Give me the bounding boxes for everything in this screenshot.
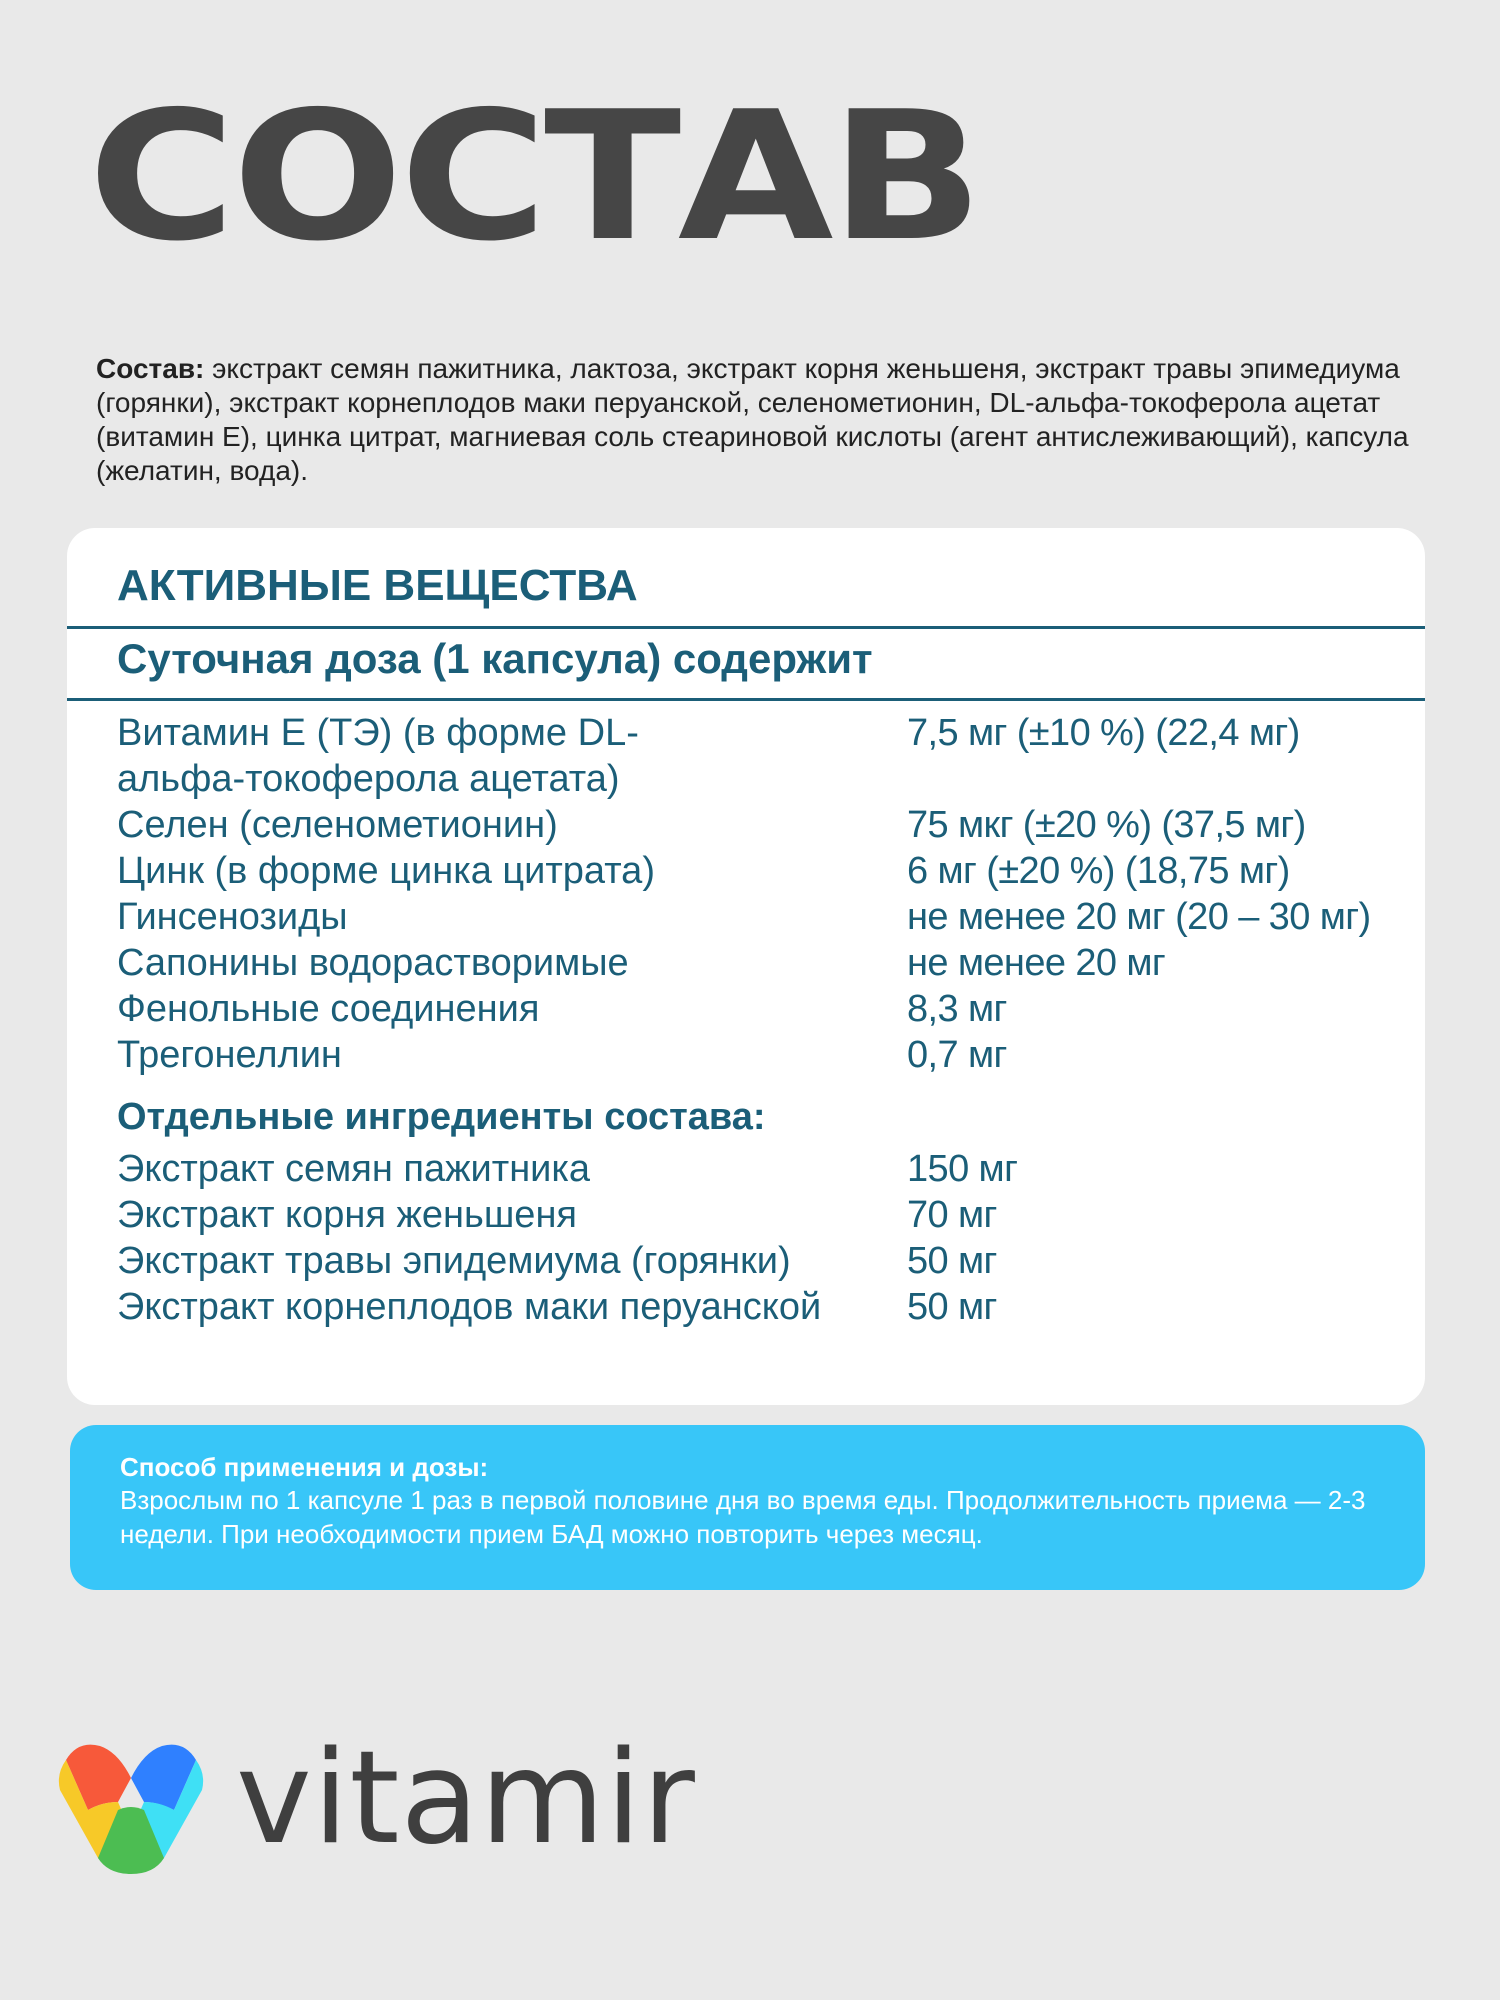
usage-title: Способ применения и дозы: [120,1452,489,1482]
list-item [117,1284,1407,1330]
divider [67,698,1425,701]
list-item [117,848,1407,894]
item-name: Трегонеллин [117,1034,342,1076]
item-value: 150 мг [907,1148,1018,1190]
list-item [117,894,1407,940]
item-name: Витамин Е (ТЭ) (в форме DL-альфа-токоферола ацетата) [117,712,639,800]
item-value: 6 мг (±20 %) (18,75 мг) [907,850,1290,892]
item-name: Цинк (в форме цинка цитрата) [117,850,655,892]
item-name: Фенольные соединения [117,988,540,1030]
item-name: Селен (селенометионин) [117,804,558,846]
page-title: СОСТАВ [88,73,981,280]
card-heading: АКТИВНЫЕ ВЕЩЕСТВА [117,561,638,610]
list-item [117,710,1407,802]
usage-panel [70,1425,1425,1590]
list-item [117,986,1407,1032]
list-item [117,1146,1407,1192]
list-item [117,1032,1407,1078]
composition-text [96,352,1416,488]
item-value: 75 мкг (±20 %) (37,5 мг) [907,804,1306,846]
item-value: 70 мг [907,1194,997,1236]
composition-label: Состав: [96,353,205,384]
item-name: Экстракт семян пажитника [117,1148,590,1190]
active-substances-card [67,528,1425,1405]
list-item [117,940,1407,986]
ingredients-section-title: Отдельные ингредиенты состава: [117,1096,766,1138]
item-name: Сапонины водорастворимые [117,942,629,984]
item-name: Гинсенозиды [117,896,348,938]
list-item [117,802,1407,848]
item-name: Экстракт травы эпидемиума (горянки) [117,1240,791,1282]
item-name: Экстракт корня женьшеня [117,1194,578,1236]
list-item [117,1238,1407,1284]
ingredients-list [117,710,1407,1330]
heart-v-logo-icon [58,1740,204,1875]
usage-text: Взрослым по 1 капсуле 1 раз в первой половине дня во время еды. Продолжительность приема — 2-3 недели. При необходимости прием БАД можно повторить через месяц. [120,1485,1366,1549]
item-name: Экстракт корнеплодов маки перуанской [117,1286,822,1328]
item-value: 50 мг [907,1286,997,1328]
divider [67,626,1425,629]
item-value: 7,5 мг (±10 %) (22,4 мг) [907,712,1300,754]
item-value: 0,7 мг [907,1034,1007,1076]
item-value: не менее 20 мг [907,942,1166,984]
item-value: 50 мг [907,1240,997,1282]
item-value: 8,3 мг [907,988,1007,1030]
card-subheading: Суточная доза (1 капсула) содержит [117,635,873,682]
composition-body: экстракт семян пажитника, лактоза, экстракт корня женьшеня, экстракт травы эпимедиума (горянки), экстракт корнеплодов маки перуанской, селенометионин, DL-альфа-токоферола ацетат (витамин Е), цинка цитрат, магниевая соль стеариновой кислоты (агент антислеживающий), капсула (желатин, вода). [96,353,1409,486]
list-item [117,1192,1407,1238]
brand-name: vitamir [236,1724,696,1873]
item-value: не менее 20 мг (20 – 30 мг) [907,896,1371,938]
